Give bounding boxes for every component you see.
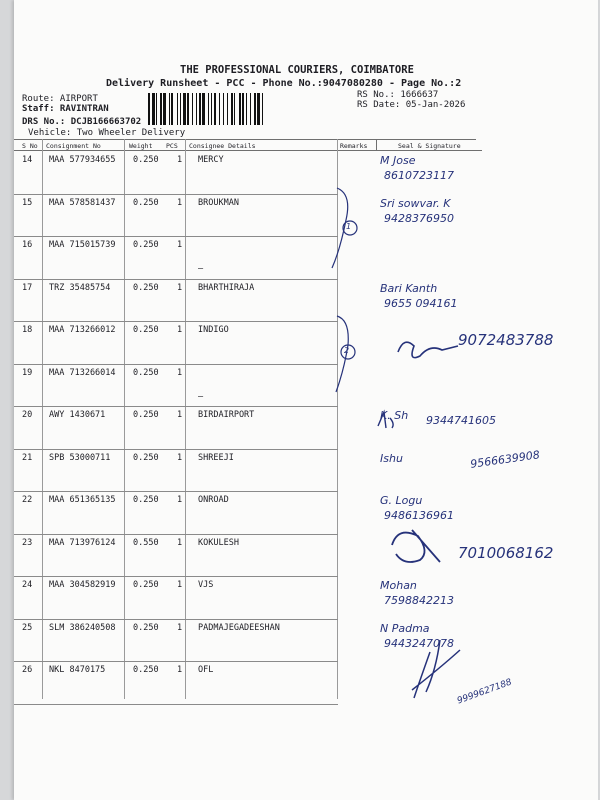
row-sno: 21 <box>22 452 33 463</box>
signature-name: Bari Kanth <box>380 281 438 295</box>
signature-phone: 8610723117 <box>384 169 454 182</box>
row-sno: 14 <box>22 155 33 165</box>
row-consignment-no: MAA 651365135 <box>49 495 116 505</box>
row-weight: 0.250 <box>133 197 159 208</box>
row-consignee: VJS <box>198 580 214 590</box>
row-sno: 22 <box>22 495 33 505</box>
signature-phone: 9428376950 <box>384 211 454 225</box>
row-weight: 0.250 <box>133 410 159 420</box>
row-pcs: 1 <box>177 367 183 378</box>
row-consignment-no: TRZ 35485754 <box>49 282 111 293</box>
row-consignment-no: NKL 8470175 <box>49 665 106 675</box>
row-sno: 16 <box>22 240 33 250</box>
signature-name: Sri sowvar. K <box>380 196 451 210</box>
row-consignment-no: MAA 713976124 <box>49 537 116 548</box>
row-consignment-no: MAA 715015739 <box>49 240 116 250</box>
row-sno: 26 <box>22 665 33 675</box>
staff-label: Staff: RAVINTRAN <box>22 104 109 114</box>
row-weight: 0.250 <box>133 367 159 378</box>
row-consignee: BIRDAIRPORT <box>198 410 255 420</box>
signature-phone: 9999627188 <box>456 677 514 707</box>
row-consignment-no: MAA 713266014 <box>49 367 116 378</box>
signature-phone: 7010068162 <box>458 543 554 562</box>
signature-name: K. Sh <box>380 409 409 422</box>
rs-date: RS Date: 05-Jan-2026 <box>357 100 466 110</box>
row-sno: 15 <box>22 197 33 208</box>
signature-phone: 9072483788 <box>458 331 554 349</box>
row-consignment-no: AWY 1430671 <box>49 410 106 420</box>
row-consignee: INDIGO <box>198 325 229 335</box>
row-consignment-no: SPB 53000711 <box>49 452 111 463</box>
row-weight: 0.250 <box>133 325 159 335</box>
col-header-remarks: Remarks <box>340 142 368 150</box>
signature-name: G. Logu <box>380 494 423 507</box>
row-sno: 25 <box>22 622 33 633</box>
col-header-weight: Weight <box>129 142 153 150</box>
row-consignee: PADMAJEGADEESHAN <box>198 622 280 633</box>
row-weight: 0.550 <box>133 537 159 548</box>
signature-phone: 9443247078 <box>384 636 454 650</box>
col-header-consignment: Consignment No <box>46 142 101 150</box>
row-consignee: BHARTHIRAJA <box>198 282 255 293</box>
row-consignee: ONROAD <box>198 495 229 505</box>
row-consignee: KOKULESH <box>198 537 239 548</box>
remark-mark: 2 <box>344 346 350 355</box>
row-consignee: BROUKMAN <box>198 197 239 208</box>
col-header-consignee: Consignee Details <box>189 142 256 150</box>
row-weight: 0.250 <box>133 580 159 590</box>
row-consignment-no: MAA 578581437 <box>49 197 116 208</box>
col-header-pcs: PCS <box>166 142 178 150</box>
col-header-seal: Seal & Signature <box>398 142 461 150</box>
row-sno: 23 <box>22 537 33 548</box>
row-weight: 0.250 <box>133 155 159 165</box>
row-pcs: 1 <box>177 580 183 590</box>
row-sno: 24 <box>22 580 33 590</box>
row-pcs: 1 <box>177 240 183 250</box>
remark-mark: 1 <box>346 222 352 231</box>
signature-name: N Padma <box>380 621 430 635</box>
row-weight: 0.250 <box>133 495 159 505</box>
route-label: Route: AIRPORT <box>22 94 98 104</box>
row-pcs: 1 <box>177 622 183 633</box>
row-consignee: OFL <box>198 665 214 675</box>
row-pcs: 1 <box>177 282 183 293</box>
col-header-sno: S No <box>22 142 38 150</box>
row-weight: 0.250 <box>133 240 159 250</box>
row-weight: 0.250 <box>133 282 159 293</box>
row-consignment-no: MAA 713266012 <box>49 325 116 335</box>
drs-number: DRS No.: DCJB166663702 <box>22 117 142 127</box>
signature-phone: 7598842213 <box>384 594 454 607</box>
row-consignee: MERCY <box>198 155 224 165</box>
rs-number: RS No.: 1666637 <box>357 90 439 100</box>
row-pcs: 1 <box>177 410 183 420</box>
signature-phone: 9566639908 <box>469 447 541 471</box>
row-sno: 18 <box>22 325 33 335</box>
remark-circle-1 <box>343 221 357 235</box>
signature-phone: 9486136961 <box>384 509 454 522</box>
row-consignee: — <box>198 264 204 274</box>
vehicle-label: Vehicle: Two Wheeler Delivery <box>28 128 186 138</box>
signature-name: Mohan <box>380 579 417 592</box>
row-pcs: 1 <box>177 537 183 548</box>
signature-phone: 9344741605 <box>426 414 496 427</box>
row-weight: 0.250 <box>133 452 159 463</box>
row-weight: 0.250 <box>133 665 159 675</box>
company-title: THE PROFESSIONAL COURIERS, COIMBATORE <box>180 64 414 76</box>
signature-phone: 9655 094161 <box>384 296 458 310</box>
row-consignee: — <box>198 391 204 402</box>
runsheet-subtitle: Delivery Runsheet - PCC - Phone No.:9047080280 - Page No.:2 <box>106 78 462 89</box>
row-consignment-no: SLM 386240508 <box>49 622 116 633</box>
row-pcs: 1 <box>177 665 183 675</box>
row-pcs: 1 <box>177 197 183 208</box>
row-pcs: 1 <box>177 325 183 335</box>
row-consignee: SHREEJI <box>198 452 234 463</box>
row-consignment-no: MAA 304582919 <box>49 580 116 590</box>
row-sno: 17 <box>22 282 33 293</box>
row-pcs: 1 <box>177 155 183 165</box>
row-weight: 0.250 <box>133 622 159 633</box>
row-sno: 19 <box>22 367 33 378</box>
row-pcs: 1 <box>177 452 183 463</box>
row-sno: 20 <box>22 410 33 420</box>
row-pcs: 1 <box>177 495 183 505</box>
signature-name: M Jose <box>380 154 416 167</box>
row-consignment-no: MAA 577934655 <box>49 155 116 165</box>
signature-name: Ishu <box>380 451 403 465</box>
